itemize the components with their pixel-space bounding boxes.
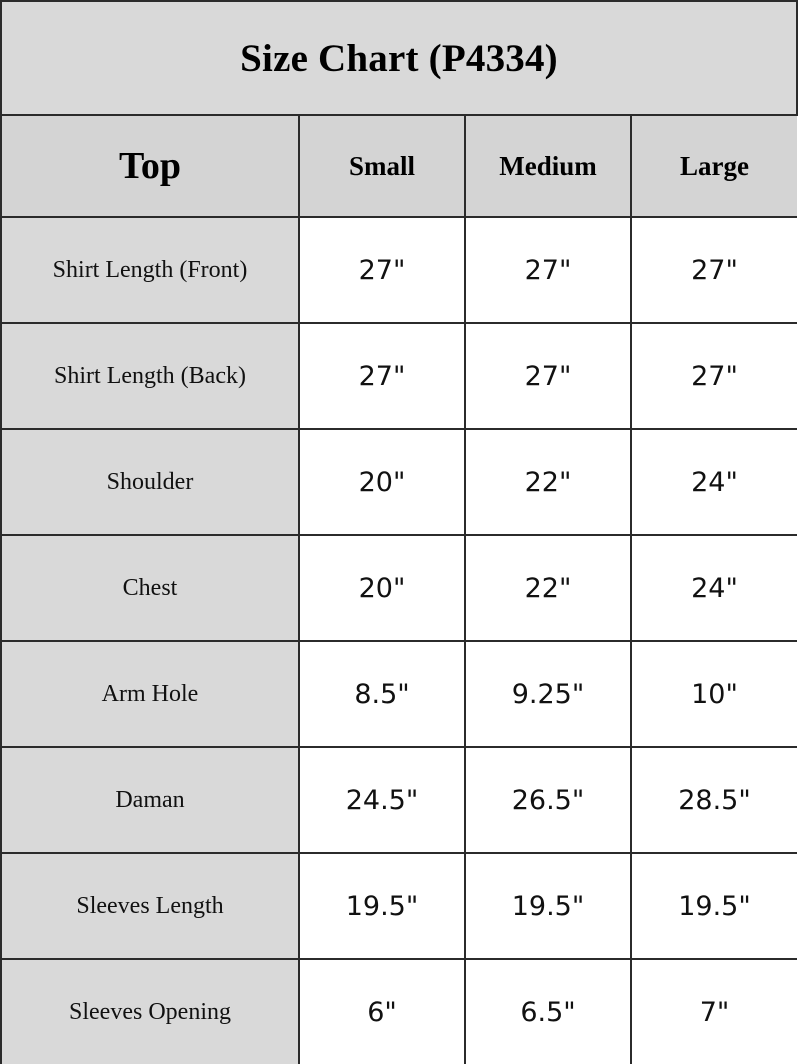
row-label: Arm Hole	[1, 641, 299, 747]
title-row	[1, 1, 797, 115]
value-small: 20"	[299, 429, 465, 535]
table-row	[1, 323, 797, 429]
column-header-category: Top	[1, 115, 299, 217]
value-medium: 19.5"	[465, 853, 631, 959]
row-label: Sleeves Opening	[1, 959, 299, 1064]
value-large: 19.5"	[631, 853, 797, 959]
row-label: Sleeves Length	[1, 853, 299, 959]
value-small: 27"	[299, 323, 465, 429]
column-header-large: Large	[631, 115, 797, 217]
value-small: 27"	[299, 217, 465, 323]
value-small: 8.5"	[299, 641, 465, 747]
table-row	[1, 641, 797, 747]
value-medium: 27"	[465, 217, 631, 323]
row-label: Daman	[1, 747, 299, 853]
value-medium: 22"	[465, 429, 631, 535]
row-label: Shoulder	[1, 429, 299, 535]
page-title: Size Chart (P4334)	[1, 1, 797, 115]
table-row	[1, 747, 797, 853]
value-small: 6"	[299, 959, 465, 1064]
value-large: 27"	[631, 323, 797, 429]
value-small: 20"	[299, 535, 465, 641]
value-medium: 9.25"	[465, 641, 631, 747]
table-row	[1, 853, 797, 959]
table-row	[1, 535, 797, 641]
value-large: 27"	[631, 217, 797, 323]
row-label: Shirt Length (Back)	[1, 323, 299, 429]
value-large: 24"	[631, 535, 797, 641]
value-medium: 27"	[465, 323, 631, 429]
value-small: 19.5"	[299, 853, 465, 959]
value-medium: 22"	[465, 535, 631, 641]
value-large: 7"	[631, 959, 797, 1064]
value-large: 24"	[631, 429, 797, 535]
table-row	[1, 959, 797, 1064]
value-medium: 26.5"	[465, 747, 631, 853]
value-small: 24.5"	[299, 747, 465, 853]
table-row	[1, 429, 797, 535]
column-header-medium: Medium	[465, 115, 631, 217]
column-header-small: Small	[299, 115, 465, 217]
row-label: Chest	[1, 535, 299, 641]
table-row	[1, 217, 797, 323]
row-label: Shirt Length (Front)	[1, 217, 299, 323]
table-header-row	[1, 115, 797, 217]
value-large: 10"	[631, 641, 797, 747]
value-medium: 6.5"	[465, 959, 631, 1064]
value-large: 28.5"	[631, 747, 797, 853]
